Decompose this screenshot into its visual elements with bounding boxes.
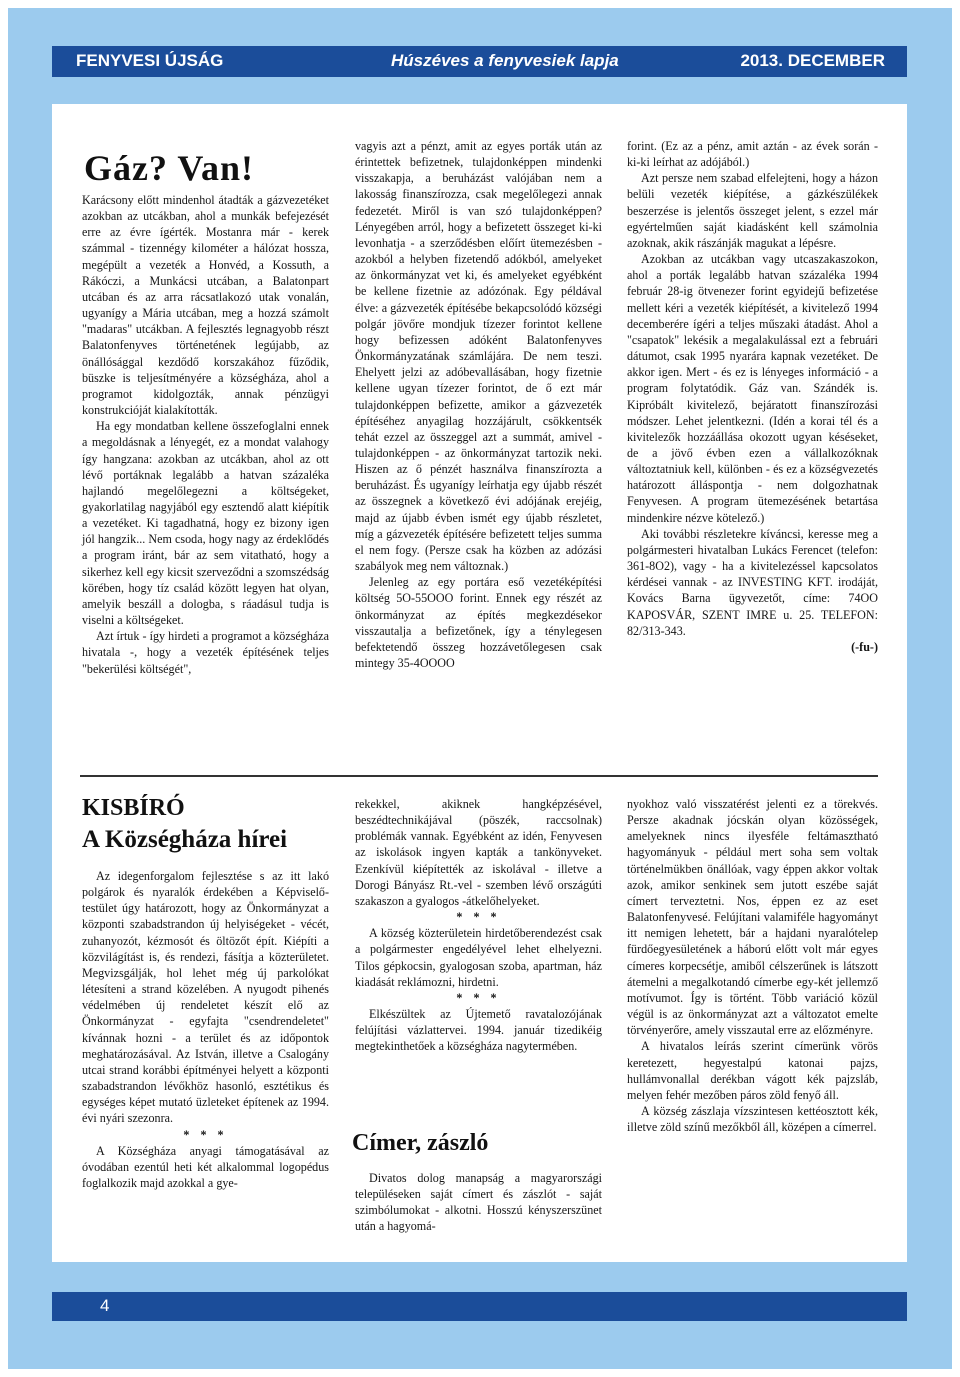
article1-column-1: [82, 192, 329, 677]
paragraph: Jelenleg az egy portára eső vezetéképítési költség 5O-55OOO forint. Ennek egy részét az önkormányzat az építés megkezdésekor visszautalja a befizetőnek, így a ténylegesen befektetendő összeg hozzávetőlegesen csak mintegy 35-4OOOO: [355, 575, 602, 670]
paragraph: A község közterületein hirdetőberendezést csak a polgármester engedélyével lehet elhelyezni. Tilos gépkocsin, gyalogosan szoba, apartman, ház kiadását reklámozni, hirdetni.: [355, 926, 602, 989]
footer-bar: [52, 1292, 907, 1321]
separator-stars: * * *: [456, 910, 501, 925]
paragraph: A hivatalos leírás szerint címerünk vörös keretezett, hegyestalpú katonai pajzs, hullámvonallal derékban vágott kék pajzsláb, melyen fehér mezőben páros zöld fenyő áll.: [627, 1039, 878, 1102]
newspaper-title: FENYVESI ÚJSÁG: [76, 51, 224, 70]
paragraph: Karácsony előtt mindenhol átadták a gázvezetéket azokban az utcákban, ahol a munkák befejezését erre az évre ígérték. Mostanra már - kerek számmal - tizennégy kilométer a hálózat hossza, megépült a vezeték a Honvéd, a Kossuth, a Rákóczi, a Munkácsi utcában, a Balatonpart utcában és az arra rácsatlakozó utak vonalán, ugyanígy a Mária utcában, meg a hozzá számolt "madaras" utcákban. A fejlesztés legnagyobb részt Balatonfenyves történetének legújabb, az önállósággal kezdődő korszakához fűződik, büszke is teljesítményére a községháza, ahol a programot kidolgozták, annak pénzügyi konstrukcióját kialakították.: [82, 193, 329, 418]
separator-stars: * * *: [456, 990, 501, 1005]
page-number: 4: [100, 1296, 110, 1315]
paragraph: vagyis azt a pénzt, amit az egyes porták után az érintettek befizetnek, tulajdonképpen mindenki visszakapja, a beruházást valójában nem a lakosság finanszírozza, csak megelőlegezi annak fedezetét. Miről is van szó tulajdonképpen? Lényegében arról, hogy a befizetett összeget ki-ki levonhatja - a szerződésben előírt ütemezésben - azokból a helyben fizetendő adókból, amelyeket az önkormányzat vet ki, és amelyeket egyébként be kellene fizetnie az adózónak. Egy példával élve: a gázvezeték építésébe bekapcsolódó községi polgár jövőre mondjuk tízezer forintot kellene hogy befizessen adóként Balatonfenyves Önkormányzatának számlájára. De nem teszi. Ehelyett jelzi az adóbevallásában, hogy fizetnie kellene ugyan tízezer forintot, de ő ezt már tulajdonképpen befizette, amikor a gázvezeték építéséhez anyagilag hozzájárult, csökkentsék tehát ezzel az összeggel azt a summát, amivel - tulajdonképpen - az önkormányzat tartozik neki. Hiszen az ő pénzét használva finanszírozta a beruházást. És ugyanígy leírhatja egy újabb részét az összegnek a következő évi adójának erejéig, majd az újabb évben ismét egy újabb részletet, míg a gázvezeték építésére befizetett teljes summa el nem fogy. (Persze csak ha közben az adózási szabályok meg nem változnak.): [355, 139, 602, 574]
article2-column-2b: [355, 1170, 602, 1235]
subheading-cimer: Címer, zászló: [352, 1130, 489, 1156]
header-bar: [52, 46, 907, 77]
paragraph: nyokhoz való visszatérést jelenti ez a törekvés. Persze akadnak jócskán olyan közösségek, amelyeknek nincs ilyesféle feltámasztható hagyományuk - például mert soha sem voltak történelmükben önállóak, vagy éppen akkor voltak azok, amikor senkinek sem jutott eszébe saját címert terveztetni. Nos, éppen ez az eset Balatonfenyvesé. Felújítani valamiféle hagyományt itt nemigen lehetett, bár a hajdani nyaralótelep fürdőegyesületének a háború előtt volt már egyes címeres korpecsétje, amiből célszerűnek is látszott átemelni a megalkotandó címerbe egy-két jellemző motívumot. Így is történt. Több variáció közül végül is az önkormányzat azt a változatot emelte törvényerőre, amely visszautal erre az előzményre.: [627, 797, 878, 1038]
article-title-kozseghaza: A Községháza hírei: [82, 826, 288, 853]
article-title-gaz: Gáz? Van!: [84, 148, 255, 188]
newspaper-slogan: Húszéves a fenyvesiek lapja: [391, 51, 619, 70]
article2-column-3: [627, 796, 878, 1135]
paragraph: Azokban az utcákban vagy utcaszakaszokon, ahol a porták legalább hatvan százaléka 1994 február 28-ig ötvenezer forint egyidejű befizetése mellett kéri a vezeték kiépítését, a kivitelező 1994 decemberére ígéri a teljes műszaki átadást. Ahol a "csapatok" lekésik a megalakulással ezt a februári dátumot, csak 1995 nyarára kapnak vezetéket. De akkor igen. Mert - és ez is lényeges információ - a program folytatódik. Gáz van. Szándék is. Kipróbált kivitelező, bejáratott finanszírozási módszer. Lehet jelentkezni. (Idén a korai tél és a kivitelezők hozzáállása okozott ugyan késéseket, de a jövő évben ezen a vállalkozóknak változtatniuk kell, különben - és ez a községvezetés határozott álláspontja - nem dolgozhatnak Fenyvesen. A program ütemezésének betartása mindenkire nézve kötelező.): [627, 252, 878, 525]
paragraph: A község zászlaja vízszintesen kettéosztott kék, illetve zöld színű mezőkből áll, középen a címerrel.: [627, 1103, 878, 1135]
paragraph: Elkészültek az Újtemető ravatalozójának felújítási vázlattervei. 1994. január tizedikéig megtekinthetőek a községháza nagytermében.: [355, 1007, 602, 1054]
article1-column-3: [627, 138, 878, 655]
paragraph: Azt persze nem szabad elfelejteni, hogy a házon belüli vezeték kiépítése, a gázkészülékek beszerzése is jelentős összeget jelent, s ezzel már egyértelműen saját kiadásként kell számolnia azoknak, akik rászánják magukat a lépésre.: [627, 171, 878, 250]
paragraph: Aki további részletekre kíváncsi, keresse meg a polgármesteri hivatalban Lukács Ferencet (telefon: 361-8O2), vagy - ha a kivitelezéssel kapcsolatos kérdései vannak - az INVESTING KFT. irodáját, Kovács Barna ügyvezetőt, címe: 74OO KAPOSVÁR, SZENT IMRE u. 25. TELEFON: 82/313-343.: [627, 526, 878, 638]
article1-column-2: [355, 138, 602, 671]
paragraph: A Községháza anyagi támogatásával az óvodában ezentúl heti két alkalommal logopédus foglalkozik majd azokkal a gye-: [82, 1143, 329, 1190]
section-kicker: KISBÍRÓ: [82, 795, 185, 821]
paragraph: Ha egy mondatban kellene összefoglalni ennek a megoldásnak a lényegét, ez a mondat valahogy így hangzana: azokban az utcákban, ahol az ott lévő portáknak legalább a hatvan százaléka hajlandó megelőlegezni a költségeket, gyakorlatilag nagyjából egy esztendő alatt kiépítik a vezetéket. Ki tagadhatná, hogy ez bizony igen jól hangzik... Nem csoda, hogy nagy az érdeklődés a program iránt, bár az sem vitatható, hogy a sikerhez kell egy kicsit szerveződni a szomszédság körében, hogy tíz család között legyen hat olyan, amelyik beszáll a dologba, s ráadásul tudja is viselni a költségeket.: [82, 419, 329, 628]
paragraph: Az idegenforgalom fejlesztése s az itt lakó polgárok és nyaralók érdekében a Képviselő-testület úgy határozott, hogy az Önkormányzat a központi szabadstrandon új helyiségeket - vécét, zuhanyozót, kézmosót és öltözőt épít. Kiépíti a közvilágítást is, és rendezi, fásítja a közterületet. Megvizsgálják, hol lehet még új parkolókat létesíteni a strand közelében. A nyugodt pihenés védelmében új rendeletet készít elő az Önkormányzat - egyfajta "csendrendeletet" kívánnak hozni - a terület és az időpontok meghatározásával. Az István, illetve a Csalogány utcai strand korábbi építményei helyett a központi szabadstrandon lévőkhöz hasonló, esztétikus és egységes képet mutató üzleteket építenek az 1994. évi nyári szezonra.: [82, 869, 329, 1126]
section-divider: [80, 775, 878, 777]
paragraph: Azt írtuk - így hirdeti a programot a községháza hivatala -, hogy a vezeték építésének teljes "bekerülési költségét",: [82, 629, 329, 676]
article2-column-1: [82, 868, 329, 1191]
issue-date: 2013. DECEMBER: [740, 51, 885, 70]
separator-stars: * * *: [183, 1127, 228, 1142]
paragraph: forint. (Ez az a pénz, amit aztán - az évek során - ki-ki leírhat az adójából.): [627, 139, 878, 170]
author-signature: (-fu-): [851, 639, 878, 654]
article2-column-2: [355, 796, 602, 1055]
paragraph: rekekkel, akiknek hangképzésével, beszédtechnikájával (pöszék, raccsolnak) problémák vannak. Egyébként az idén, Fenyvesen az iskolások ingyen kapták a tankönyveket. Ezenkívül kiépítették az iskolával - illetve a Dorogi Bányász Rt.-vel - szemben lévő országúti szakaszon a gyalogos -átkelőhelyeket.: [355, 797, 602, 908]
paragraph: Divatos dolog manapság a magyarországi településeken saját címert és zászlót - saját szimbólumokat - alkotni. Hosszú kényszerszünet után a hagyomá-: [355, 1171, 602, 1234]
